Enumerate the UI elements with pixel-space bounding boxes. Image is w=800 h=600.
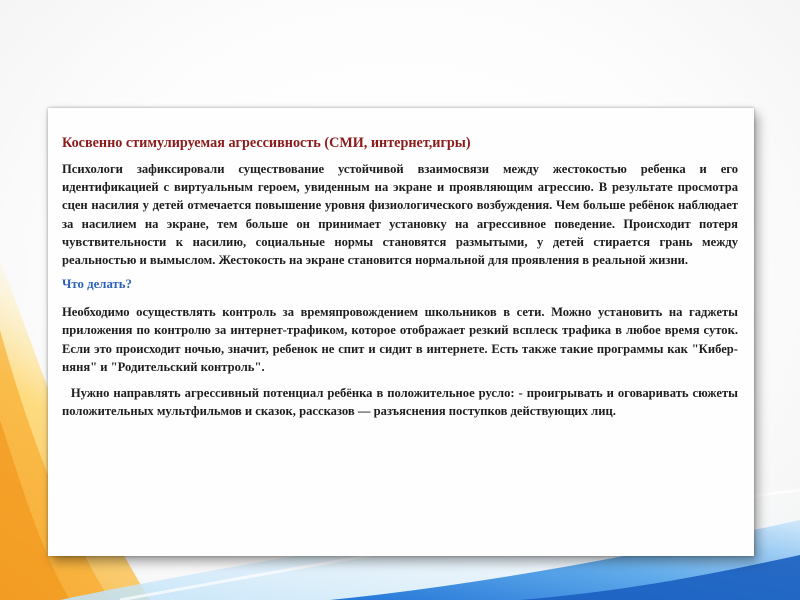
slide-heading: Косвенно стимулируемая агрессивность (СМИ, интернет,игры) bbox=[62, 135, 471, 151]
paragraph-redirect: Нужно направлять агрессивный потенциал ребёнка в положительное русло: - проигрывать и оговаривать сюжеты положительных мультфильмов и сказок, рассказов — разъяснения поступков действующих лиц. bbox=[62, 386, 738, 419]
slide-content bbox=[62, 118, 738, 420]
paragraph-control: Необходимо осуществлять контроль за времяпровождением школьников в сети. Можно установить на гаджеты приложения по контролю за интернет-трафиком, которое отображает резкий всплеск трафика в любое время суток. Если это происходит ночью, значит, ребенок не спит и сидит в интернете. Есть также такие программы как "Кибер-няня" и "Родительский контроль". bbox=[62, 305, 738, 374]
paragraph-gap bbox=[62, 376, 738, 384]
paragraph-psychologists: Психологи зафиксировали существование устойчивой взаимосвязи между жестокостью ребенка и его идентификацией с виртуальным героем, увиденным на экране и проявляющим агрессию. В результате просмотра сцен насилия у детей отмечается повышение уровня физиологического возбуждения. Чем больше ребёнок наблюдает за насилием на экране, тем больше он принимает установку на агрессивное поведение. Происходит потеря чувствительности к насилию, социальные нормы становятся размытыми, у детей стирается грань между реальностью и вымыслом. Жестокость на экране становится нормальной для проявления в реальной жизни. bbox=[62, 162, 738, 268]
what-to-do-heading: Что делать? bbox=[62, 277, 132, 292]
